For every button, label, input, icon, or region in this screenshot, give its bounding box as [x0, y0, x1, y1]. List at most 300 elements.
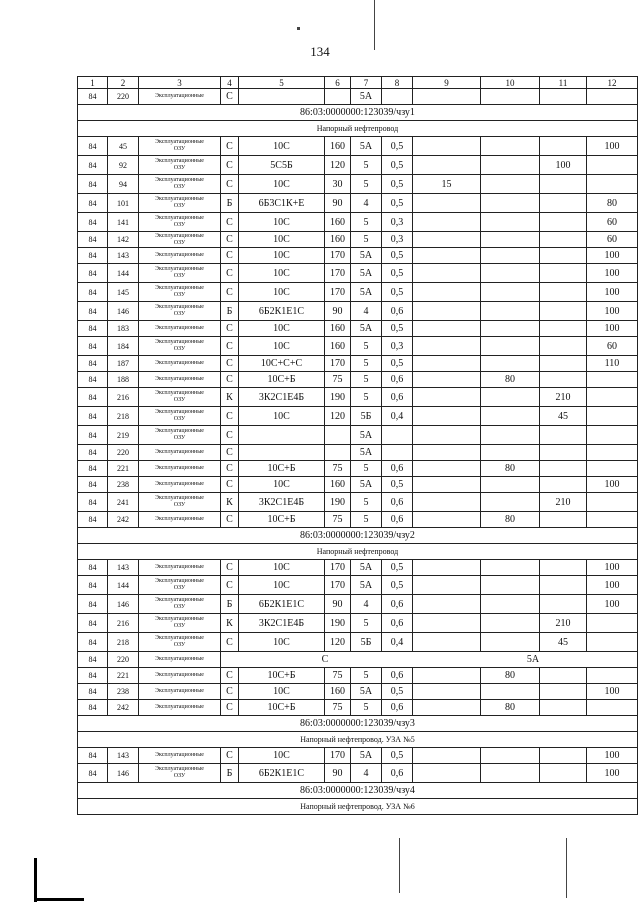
header-cell: 8 [382, 77, 413, 89]
merged-value-a: С [321, 654, 329, 665]
cell-col-6: 75 [325, 668, 351, 684]
cell-col-12: 100 [587, 477, 638, 493]
header-cell: 3 [139, 77, 221, 89]
cell-col-6 [325, 89, 351, 105]
cell-col-7: 5А [351, 89, 382, 105]
cell-col-8: 0,6 [382, 388, 413, 407]
cell-col-9 [413, 461, 481, 477]
cell-col-10: 80 [481, 372, 540, 388]
land-category-line: ОЗУ [173, 273, 186, 279]
cell-col-12 [587, 700, 638, 716]
cell-col-9 [413, 748, 481, 764]
table-row [78, 388, 638, 407]
cell-col-9 [413, 156, 481, 175]
cell-col-11 [540, 445, 587, 461]
cell-col-3 [139, 213, 221, 232]
cell-col-7: 5 [351, 372, 382, 388]
table-row [78, 633, 638, 652]
cell-col-8: 0,5 [382, 264, 413, 283]
cell-col-5: 10С [239, 748, 325, 764]
cell-col-2: 216 [108, 388, 139, 407]
table-row [78, 614, 638, 633]
cell-col-11 [540, 576, 587, 595]
cell-col-12: 100 [587, 302, 638, 321]
cell-col-3 [139, 232, 221, 248]
land-category-line: Эксплуатационные [155, 360, 204, 366]
cell-col-1: 84 [78, 633, 108, 652]
cell-col-11: 210 [540, 388, 587, 407]
cell-col-11 [540, 684, 587, 700]
cell-col-2: 94 [108, 175, 139, 194]
cell-col-7: 4 [351, 764, 382, 783]
header-cell: 9 [413, 77, 481, 89]
cell-col-10 [481, 302, 540, 321]
cell-col-12 [587, 175, 638, 194]
land-category-line: Эксплуатационные [155, 266, 204, 272]
cell-col-4: С [221, 356, 239, 372]
cell-col-1: 84 [78, 89, 108, 105]
cell-col-6: 170 [325, 748, 351, 764]
land-category-line: Эксплуатационные [155, 752, 204, 758]
cell-col-9 [413, 283, 481, 302]
cell-col-4: Б [221, 194, 239, 213]
cell-col-6: 190 [325, 493, 351, 512]
cell-col-3 [139, 748, 221, 764]
cell-col-7: 5Б [351, 407, 382, 426]
cell-col-7: 5А [351, 137, 382, 156]
cell-col-5: 10С [239, 576, 325, 595]
cell-col-3 [139, 248, 221, 264]
cell-col-4: С [221, 633, 239, 652]
group-label-row [78, 799, 638, 815]
cell-col-9: 15 [413, 175, 481, 194]
cell-col-1: 84 [78, 337, 108, 356]
cell-col-12 [587, 388, 638, 407]
cell-col-2: 216 [108, 614, 139, 633]
land-category-line: Эксплуатационные [155, 672, 204, 678]
cell-col-9 [413, 302, 481, 321]
cell-col-6: 170 [325, 264, 351, 283]
cell-col-8 [382, 445, 413, 461]
merged-cells-content [221, 654, 637, 665]
cell-col-2: 218 [108, 633, 139, 652]
land-category-line: Эксплуатационные [155, 635, 204, 641]
cell-col-10 [481, 407, 540, 426]
scan-line-top [374, 0, 375, 50]
cell-col-5: 10С+Б [239, 372, 325, 388]
land-category-line: Эксплуатационные [155, 465, 204, 471]
cell-col-2: 143 [108, 248, 139, 264]
table-row [78, 248, 638, 264]
cell-col-12 [587, 633, 638, 652]
cell-col-10 [481, 89, 540, 105]
cell-col-5: 10С [239, 337, 325, 356]
land-category-line: ОЗУ [173, 502, 186, 508]
cell-col-12: 60 [587, 337, 638, 356]
cell-col-4: С [221, 89, 239, 105]
table-row [78, 356, 638, 372]
cell-col-2: 219 [108, 426, 139, 445]
cell-col-9 [413, 337, 481, 356]
cell-col-2: 238 [108, 477, 139, 493]
cell-col-8: 0,3 [382, 232, 413, 248]
cell-col-3 [139, 194, 221, 213]
cell-col-9 [413, 684, 481, 700]
cell-col-6: 160 [325, 321, 351, 337]
cell-col-7: 4 [351, 302, 382, 321]
table-row [78, 512, 638, 528]
cell-col-4: С [221, 175, 239, 194]
cell-col-6: 160 [325, 684, 351, 700]
cell-col-7: 5А [351, 477, 382, 493]
cell-col-11 [540, 89, 587, 105]
column-number-row [78, 77, 638, 89]
cell-col-9 [413, 560, 481, 576]
cell-col-8 [382, 89, 413, 105]
cell-col-1: 84 [78, 576, 108, 595]
cell-col-11 [540, 512, 587, 528]
cell-col-12 [587, 372, 638, 388]
cell-col-12: 100 [587, 560, 638, 576]
cell-col-10 [481, 264, 540, 283]
cell-col-8: 0,5 [382, 194, 413, 213]
cell-col-11 [540, 595, 587, 614]
cell-col-9 [413, 764, 481, 783]
cell-col-6: 160 [325, 477, 351, 493]
cell-col-7: 5А [351, 445, 382, 461]
table-row [78, 264, 638, 283]
cell-col-2: 220 [108, 445, 139, 461]
cell-col-3 [139, 445, 221, 461]
land-category-line: Эксплуатационные [155, 158, 204, 164]
cell-col-6 [325, 445, 351, 461]
cell-col-11 [540, 764, 587, 783]
cell-col-6: 90 [325, 764, 351, 783]
table-row [78, 684, 638, 700]
cell-col-4: С [221, 321, 239, 337]
table-row [78, 595, 638, 614]
cell-col-4: К [221, 493, 239, 512]
cell-col-8: 0,4 [382, 407, 413, 426]
table-row [78, 194, 638, 213]
land-category-line: Эксплуатационные [155, 704, 204, 710]
cell-col-10 [481, 614, 540, 633]
table-row [78, 372, 638, 388]
header-cell: 2 [108, 77, 139, 89]
cell-col-3 [139, 372, 221, 388]
cell-col-10 [481, 445, 540, 461]
cell-col-4: С [221, 137, 239, 156]
cell-col-2: 146 [108, 764, 139, 783]
cell-col-10 [481, 194, 540, 213]
cell-col-12: 100 [587, 137, 638, 156]
table-row [78, 175, 638, 194]
cell-col-5: 10С+Б [239, 700, 325, 716]
cell-col-6: 190 [325, 614, 351, 633]
cell-col-7: 5 [351, 461, 382, 477]
cell-col-7: 5А [351, 321, 382, 337]
cell-col-2: 184 [108, 337, 139, 356]
section-row [78, 105, 638, 121]
land-category-line: Эксплуатационные [155, 449, 204, 455]
cell-col-12 [587, 156, 638, 175]
cell-col-4: К [221, 388, 239, 407]
cell-col-3 [139, 175, 221, 194]
cell-col-9 [413, 194, 481, 213]
header-cell: 1 [78, 77, 108, 89]
cell-col-10 [481, 283, 540, 302]
cell-col-1: 84 [78, 388, 108, 407]
cell-col-11 [540, 461, 587, 477]
cell-col-4: С [221, 748, 239, 764]
cell-col-2: 142 [108, 232, 139, 248]
cell-col-2: 242 [108, 700, 139, 716]
cell-col-9 [413, 614, 481, 633]
land-category-line: Эксплуатационные [155, 516, 204, 522]
cell-col-4: К [221, 614, 239, 633]
cell-col-7: 5 [351, 668, 382, 684]
cell-col-12 [587, 493, 638, 512]
cell-col-11 [540, 321, 587, 337]
cell-col-9 [413, 668, 481, 684]
cell-col-3 [139, 633, 221, 652]
cell-col-3 [139, 614, 221, 633]
cell-col-12 [587, 461, 638, 477]
group-label: Напорный нефтепровод [78, 544, 638, 560]
cell-col-6: 170 [325, 283, 351, 302]
cell-col-7: 5 [351, 232, 382, 248]
cell-col-11 [540, 477, 587, 493]
cell-col-2: 101 [108, 194, 139, 213]
cell-col-1: 84 [78, 445, 108, 461]
cell-col-3 [139, 283, 221, 302]
cell-col-1: 84 [78, 248, 108, 264]
forest-inventory-table [77, 76, 638, 815]
header-cell: 4 [221, 77, 239, 89]
land-category-line: Эксплуатационные [155, 177, 204, 183]
cell-col-5: 10С+С+С [239, 356, 325, 372]
merged-cells [221, 652, 638, 668]
cell-col-2: 218 [108, 407, 139, 426]
cell-col-5: 10С [239, 248, 325, 264]
cell-col-1: 84 [78, 321, 108, 337]
cell-col-6: 75 [325, 461, 351, 477]
cell-col-2: 146 [108, 595, 139, 614]
cell-col-5: 10С+Б [239, 512, 325, 528]
land-category-line: ОЗУ [173, 397, 186, 403]
cell-col-12 [587, 426, 638, 445]
cell-col-12 [587, 445, 638, 461]
cell-col-6: 30 [325, 175, 351, 194]
cell-col-11: 45 [540, 407, 587, 426]
land-category-line: Эксплуатационные [155, 304, 204, 310]
cell-col-4: С [221, 668, 239, 684]
cell-col-3 [139, 388, 221, 407]
cell-col-12: 100 [587, 283, 638, 302]
cell-col-9 [413, 512, 481, 528]
cell-col-8: 0,6 [382, 668, 413, 684]
land-category-line: Эксплуатационные [155, 339, 204, 345]
cell-col-3 [139, 137, 221, 156]
cell-col-10 [481, 156, 540, 175]
table-row [78, 748, 638, 764]
cell-col-12: 60 [587, 232, 638, 248]
cell-col-6: 170 [325, 248, 351, 264]
cell-col-5: 6Б2К1Е1С [239, 595, 325, 614]
cell-col-5: 10С+Б [239, 668, 325, 684]
cell-col-4: С [221, 445, 239, 461]
cell-col-1: 84 [78, 302, 108, 321]
cell-col-1: 84 [78, 512, 108, 528]
cell-col-7: 5 [351, 614, 382, 633]
cell-col-8: 0,6 [382, 512, 413, 528]
cell-col-1: 84 [78, 652, 108, 668]
cell-col-5: 10С [239, 684, 325, 700]
land-category-line: ОЗУ [173, 165, 186, 171]
cell-col-1: 84 [78, 426, 108, 445]
land-category-line: Эксплуатационные [155, 564, 204, 570]
cell-col-1: 84 [78, 372, 108, 388]
cell-col-5: 10С [239, 232, 325, 248]
cell-col-2: 220 [108, 89, 139, 105]
cell-col-7: 4 [351, 194, 382, 213]
cell-col-9 [413, 576, 481, 595]
cell-col-3 [139, 700, 221, 716]
cell-col-11 [540, 356, 587, 372]
cell-col-6: 75 [325, 512, 351, 528]
cell-col-4: Б [221, 764, 239, 783]
cell-col-8: 0,6 [382, 764, 413, 783]
cell-col-2: 221 [108, 668, 139, 684]
section-row [78, 716, 638, 732]
cell-col-7: 5 [351, 213, 382, 232]
cell-col-4: С [221, 684, 239, 700]
cell-col-12 [587, 407, 638, 426]
cell-col-1: 84 [78, 764, 108, 783]
cell-col-8: 0,6 [382, 614, 413, 633]
cell-col-11 [540, 232, 587, 248]
cell-col-3 [139, 356, 221, 372]
cell-col-10 [481, 764, 540, 783]
cell-col-8: 0,5 [382, 356, 413, 372]
land-category-line: ОЗУ [173, 585, 186, 591]
cell-col-3 [139, 156, 221, 175]
cell-col-12: 100 [587, 576, 638, 595]
cell-col-3 [139, 560, 221, 576]
land-category-line: Эксплуатационные [155, 196, 204, 202]
cell-col-8: 0,5 [382, 748, 413, 764]
cell-col-8: 0,4 [382, 633, 413, 652]
cell-col-5: 10С [239, 213, 325, 232]
land-category-line: ОЗУ [173, 346, 186, 352]
cell-col-1: 84 [78, 493, 108, 512]
cell-col-3 [139, 264, 221, 283]
cell-col-3 [139, 89, 221, 105]
page-number: 134 [310, 44, 330, 59]
cell-col-11 [540, 426, 587, 445]
cell-col-10: 80 [481, 700, 540, 716]
cell-col-6: 190 [325, 388, 351, 407]
cell-col-6: 160 [325, 137, 351, 156]
cell-col-8: 0,6 [382, 372, 413, 388]
cell-col-3 [139, 668, 221, 684]
cell-col-5: 10С [239, 175, 325, 194]
header-cell: 12 [587, 77, 638, 89]
cell-col-6: 160 [325, 337, 351, 356]
cell-col-3 [139, 461, 221, 477]
land-category-line: ОЗУ [173, 435, 186, 441]
cell-col-5: 10С [239, 633, 325, 652]
cell-col-11: 210 [540, 614, 587, 633]
table-row [78, 302, 638, 321]
cell-col-1: 84 [78, 213, 108, 232]
land-category-line: ОЗУ [173, 642, 186, 648]
cell-col-10 [481, 576, 540, 595]
cell-col-5: 10С [239, 321, 325, 337]
cell-col-4: С [221, 477, 239, 493]
cell-col-7: 5А [351, 748, 382, 764]
cell-col-11 [540, 175, 587, 194]
cell-col-3 [139, 407, 221, 426]
table-row [78, 700, 638, 716]
cell-col-1: 84 [78, 614, 108, 633]
cell-col-11 [540, 213, 587, 232]
land-category-line: ОЗУ [173, 292, 186, 298]
cell-col-2: 45 [108, 137, 139, 156]
table-row [78, 89, 638, 105]
cell-col-3: Эксплуатационные [139, 652, 221, 668]
cell-col-11 [540, 668, 587, 684]
cell-col-2: 143 [108, 748, 139, 764]
cell-col-6: 120 [325, 407, 351, 426]
cell-col-9 [413, 137, 481, 156]
cell-col-6: 90 [325, 194, 351, 213]
cell-col-11 [540, 700, 587, 716]
cell-col-2: 188 [108, 372, 139, 388]
land-category-line: ОЗУ [173, 146, 186, 152]
cell-col-10: 80 [481, 668, 540, 684]
cell-col-11 [540, 560, 587, 576]
cell-col-7: 5А [351, 264, 382, 283]
cell-col-3 [139, 576, 221, 595]
cell-col-11 [540, 337, 587, 356]
cell-col-3 [139, 493, 221, 512]
table-row [78, 407, 638, 426]
cell-col-5 [239, 445, 325, 461]
cell-col-1: 84 [78, 748, 108, 764]
land-category-line: Эксплуатационные [155, 325, 204, 331]
cell-col-7: 5Б [351, 633, 382, 652]
cell-col-10 [481, 248, 540, 264]
cell-col-6: 75 [325, 372, 351, 388]
cell-col-10 [481, 356, 540, 372]
table-row [78, 232, 638, 248]
cell-col-8: 0,5 [382, 156, 413, 175]
cell-col-8: 0,5 [382, 248, 413, 264]
cell-col-1: 84 [78, 137, 108, 156]
cadastral-number: 86:03:0000000:123039/чзу3 [78, 716, 638, 732]
cell-col-10 [481, 175, 540, 194]
table-row [78, 426, 638, 445]
cell-col-3 [139, 477, 221, 493]
section-row [78, 528, 638, 544]
cell-col-7: 4 [351, 595, 382, 614]
cell-col-11: 100 [540, 156, 587, 175]
table-row [78, 445, 638, 461]
cell-col-4: С [221, 700, 239, 716]
header-cell: 6 [325, 77, 351, 89]
cell-col-10 [481, 477, 540, 493]
